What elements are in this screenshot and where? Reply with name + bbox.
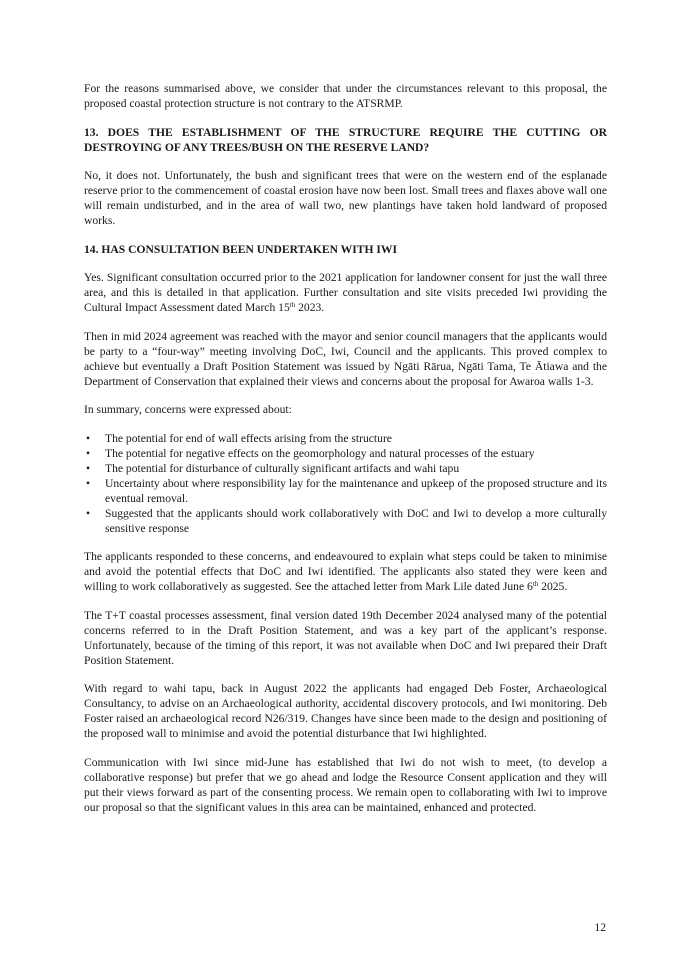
list-item: • The potential for negative effects on the geomorphology and natural processes of the estuary xyxy=(84,446,607,461)
section-13-body: No, it does not. Unfortunately, the bush and significant trees that were on the western end of the esplanade reserve prior to the commencement of coastal erosion have now been lost. Small trees and flaxes above wall one will remain undisturbed, and in the area of wall two, new plantings have taken hold landward of proposed works. xyxy=(84,169,607,227)
section-14-heading: 14. HAS CONSULTATION BEEN UNDERTAKEN WITH IWI xyxy=(84,242,398,256)
concerns-list xyxy=(84,431,607,536)
consultation-paragraph-1 xyxy=(84,270,607,315)
consultation-paragraph-2: Then in mid 2024 agreement was reached with the mayor and senior council managers that the applicants would be party to a “four-way” meeting involving DoC, Iwi, Council and the applicants. This proved complex to achieve but eventually a Draft Position Statement was issued by Ngāti Rārua, Ngāti Tama, Te Ātiawa and the Department of Conservation that explained their views and concerns about the proposal for Awaroa walls 1-3. xyxy=(84,329,607,388)
ordinal-suffix: th xyxy=(532,580,539,588)
ordinal-suffix: th xyxy=(289,301,296,309)
consultation-paragraph-1-text: Yes. Significant consultation occurred prior to the 2021 application for landowner consent for just the wall three area, and this is detailed in that application. Further consultation and site visits preceded Iwi providing the Cultural Impact Assessment dated March 15 xyxy=(84,271,607,314)
list-item: • The potential for end of wall effects arising from the structure xyxy=(84,431,607,446)
assessment-paragraph: The T+T coastal processes assessment, final version dated 19th December 2024 analysed many of the potential concerns referred to in the Draft Position Statement, and was a key part of the applicant’s response. Unfortunately, because of the timing of this report, it was not available when DoC and Iwi prepared their Draft Position Statement. xyxy=(84,608,607,667)
intro-paragraph: For the reasons summarised above, we consider that under the circumstances relevant to this proposal, the proposed coastal protection structure is not contrary to the ATSRMP. xyxy=(84,82,607,110)
communication-paragraph: Communication with Iwi since mid-June has established that Iwi do not wish to meet, (to develop a collaborative response) but prefer that we go ahead and lodge the Resource Consent application and they will put their views forward as part of the consenting process. We remain open to collaborating with Iwi to improve our proposal so that the significant values in this area can be maintained, enhanced and protected. xyxy=(84,755,607,814)
concerns-intro: In summary, concerns were expressed about: xyxy=(84,403,292,416)
response-paragraph xyxy=(84,549,607,594)
list-item: • Uncertainty about where responsibility lay for the maintenance and upkeep of the proposed structure and its eventual removal. xyxy=(84,476,607,506)
response-paragraph-tail: 2025. xyxy=(538,580,568,593)
page-number: 12 xyxy=(594,921,606,934)
list-item: • The potential for disturbance of culturally significant artifacts and wahi tapu xyxy=(84,461,607,476)
wahi-tapu-paragraph: With regard to wahi tapu, back in August 2022 the applicants had engaged Deb Foster, Archaeological Consultancy, to advise on an Archaeological authority, accidental discovery protocols, and Iwi monitoring. Deb Foster raised an archaeological record N26/319. Changes have since been made to the design and positioning of the proposed wall to minimise and avoid the potential disturbance that Iwi highlighted. xyxy=(84,682,607,740)
section-13-heading: 13. DOES THE ESTABLISHMENT OF THE STRUCTURE REQUIRE THE CUTTING OR DESTROYING OF ANY TREES/BUSH ON THE RESERVE LAND? xyxy=(84,125,607,154)
response-paragraph-text: The applicants responded to these concerns, and endeavoured to explain what steps could be taken to minimise and avoid the potential effects that DoC and Iwi identified. The applicants also stated they were keen and willing to work collaboratively as suggested. See the attached letter from Mark Lile dated June 6 xyxy=(84,550,607,593)
document-page xyxy=(84,81,607,828)
consultation-paragraph-1-tail: 2023. xyxy=(295,301,325,314)
list-item: • Suggested that the applicants should work collaboratively with DoC and Iwi to develop a more culturally sensitive response xyxy=(84,506,607,536)
